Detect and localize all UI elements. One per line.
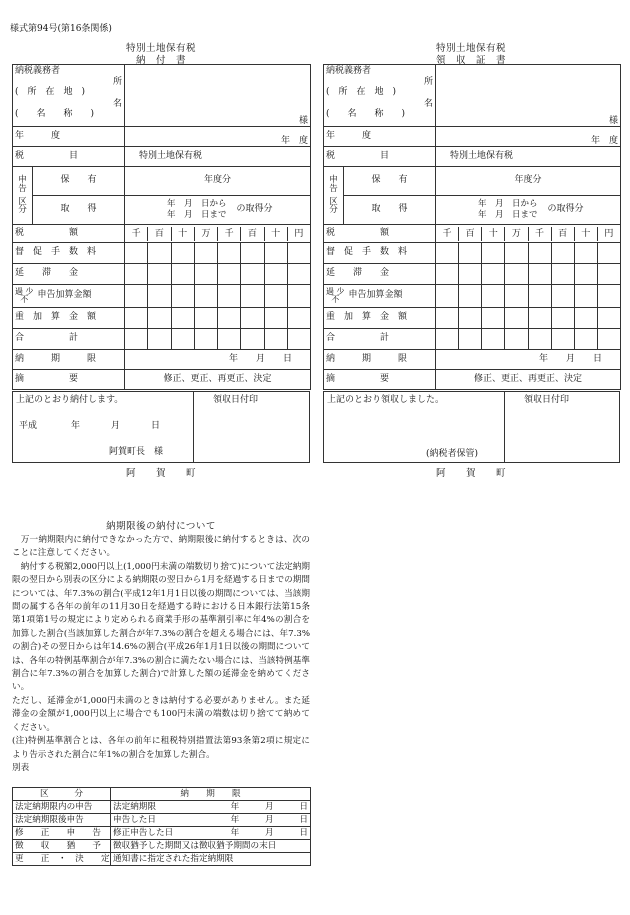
table-header-kubun: 区 分 bbox=[13, 788, 111, 801]
kashou-label: 過 少 不 申告加算金額 bbox=[13, 285, 125, 308]
notice-body bbox=[12, 534, 310, 775]
table-row: 更 正 ・ 決 定 通知書に指定された指定納期限 bbox=[13, 853, 311, 866]
right-receipt-form: 納税義務者 所 ( 所 在 地 ) 名 ( 名 称 ) 様 年 度 年 度 税 目 特別土地保有税 申 告 区 分 保 有 年度分 取 得 年 月 日から 年 月 日まで の取得分 税 額 千 百 十 万 千 百 十 円 督 促 手 数 料 延 滞 金 過 少 不 申告加算金額 重 加 算 金 額 合 計 納 期 限 年 月 日 摘 要 修正、更正、再更正、決定 bbox=[323, 64, 621, 390]
left-town: 阿 賀 町 bbox=[125, 468, 196, 479]
left-payment-form bbox=[12, 64, 311, 390]
notice-p3: ただし、延滞金が1,000円未満のときは納付する必要がありません。また延滞金の金額が1,000円以上に場合でも100円未満の端数は切り捨てて納めてください。 bbox=[12, 695, 310, 733]
juukasan-label: 重 加 算 金 額 bbox=[13, 308, 125, 329]
digit-header: 千 百 十 万 千 百 十 円 bbox=[125, 225, 311, 243]
taxpayer-label: 納税義務者 所 ( 所 在 地 ) 名 ( 名 称 ) bbox=[13, 65, 125, 127]
zeigaku-label: 税 額 bbox=[13, 225, 125, 243]
keeper-label: (納税者保管) bbox=[426, 449, 479, 459]
table-row: 法定納期限後申告 申告した日 年 月 日 bbox=[13, 814, 311, 827]
zeimoku-label: 税 目 bbox=[13, 147, 125, 167]
right-bottom-text: 上記のとおり領収しました。 bbox=[327, 395, 445, 405]
left-signature: 阿賀町長 様 bbox=[109, 447, 164, 457]
shutoku-value: 年 月 日から 年 月 日まで の取得分 bbox=[125, 196, 311, 225]
form-id: 様式第94号(第16条関係) bbox=[10, 24, 112, 34]
left-bottom-box: 上記のとおり納付します。 領収日付印 平成 年 月 日 阿賀町長 様 bbox=[12, 391, 310, 463]
zeimoku-value: 特別土地保有税 bbox=[125, 147, 311, 167]
betsuhyo-label: 別表 bbox=[12, 762, 30, 773]
schedule-table bbox=[12, 787, 311, 866]
right-tax-name: 特別土地保有税 bbox=[435, 43, 506, 54]
notice-p1: 万一納期限内に納付できなかった方で、納期限後に納付するときは、次のことに注意してください。 bbox=[12, 535, 310, 559]
tekiyou-label: 摘 要 bbox=[13, 370, 125, 390]
nouki-value: 年 月 日 bbox=[125, 350, 311, 370]
left-bottom-text: 上記のとおり納付します。 bbox=[16, 395, 124, 405]
table-row: 修 正 申 告 修正申告した日 年 月 日 bbox=[13, 827, 311, 840]
entai-label: 延 滞 金 bbox=[13, 264, 125, 285]
hoyu-label: 保 有 bbox=[33, 167, 125, 196]
right-subtitle: 領 収 証 書 bbox=[435, 55, 506, 66]
taxpayer-value: 様 bbox=[125, 65, 311, 127]
notice-p4: (注)特例基準割合とは、各年の前年に租税特別措置法第93条第2項に規定により告示された割合に年1%の割合を加算した割合。 bbox=[12, 736, 310, 760]
left-tax-name: 特別土地保有税 bbox=[125, 43, 196, 54]
right-town: 阿 賀 町 bbox=[435, 468, 506, 479]
hoyu-value: 年度分 bbox=[125, 167, 311, 196]
table-row: 法定納期限内の申告 法定納期限 年 月 日 bbox=[13, 801, 311, 814]
notice-p2: 納付する税額2,000円以上(1,000円未満の端数切り捨て)について法定納期限の翌日から別表の区分による納期限の翌日から1月を経過する日までの期間については、年7.3%の割合(平成12年1月1日以後の期間については、当該期間の属する各年の前年の11月30日を経過する時における日本銀行法第15条第1項第1号の規定により定められる商業手形の基準割引率に年4%の割合を加算した割合(当該加算した割合が年7.3%の割合を超える場合には、年7.3%の割合)その翌日からは年14.6%の割合(平成26年1月1日以後の期間については、各年の特例基準割合が年7.3%の割合に満たない場合には、当該特例基準割合に年7.3%の割合を加算した割合)で計算した額の延滞金を納めてください。 bbox=[12, 561, 310, 693]
right-stamp-label: 領収日付印 bbox=[524, 395, 570, 405]
shinkoku-kubun: 申 告 区 分 bbox=[13, 167, 33, 225]
tekiyou-value: 修正、更正、再更正、決定 bbox=[125, 370, 311, 390]
table-header-kigen: 納 期 限 bbox=[111, 788, 311, 801]
tokusoku-label: 督 促 手 数 料 bbox=[13, 243, 125, 264]
shutoku-label: 取 得 bbox=[33, 196, 125, 225]
left-stamp-label: 領収日付印 bbox=[213, 395, 259, 405]
nendo-value: 年 度 bbox=[125, 127, 311, 147]
goukei-label: 合 計 bbox=[13, 329, 125, 350]
right-bottom-box bbox=[323, 391, 620, 463]
nendo-label: 年 度 bbox=[13, 127, 125, 147]
notice-title: 納期限後の納付について bbox=[106, 521, 216, 532]
table-row: 徴 収 猶 予 徴収猶予した期間又は徴収猶予期間の末日 bbox=[13, 840, 311, 853]
nouki-label: 納 期 限 bbox=[13, 350, 125, 370]
left-subtitle: 納 付 書 bbox=[135, 55, 186, 66]
